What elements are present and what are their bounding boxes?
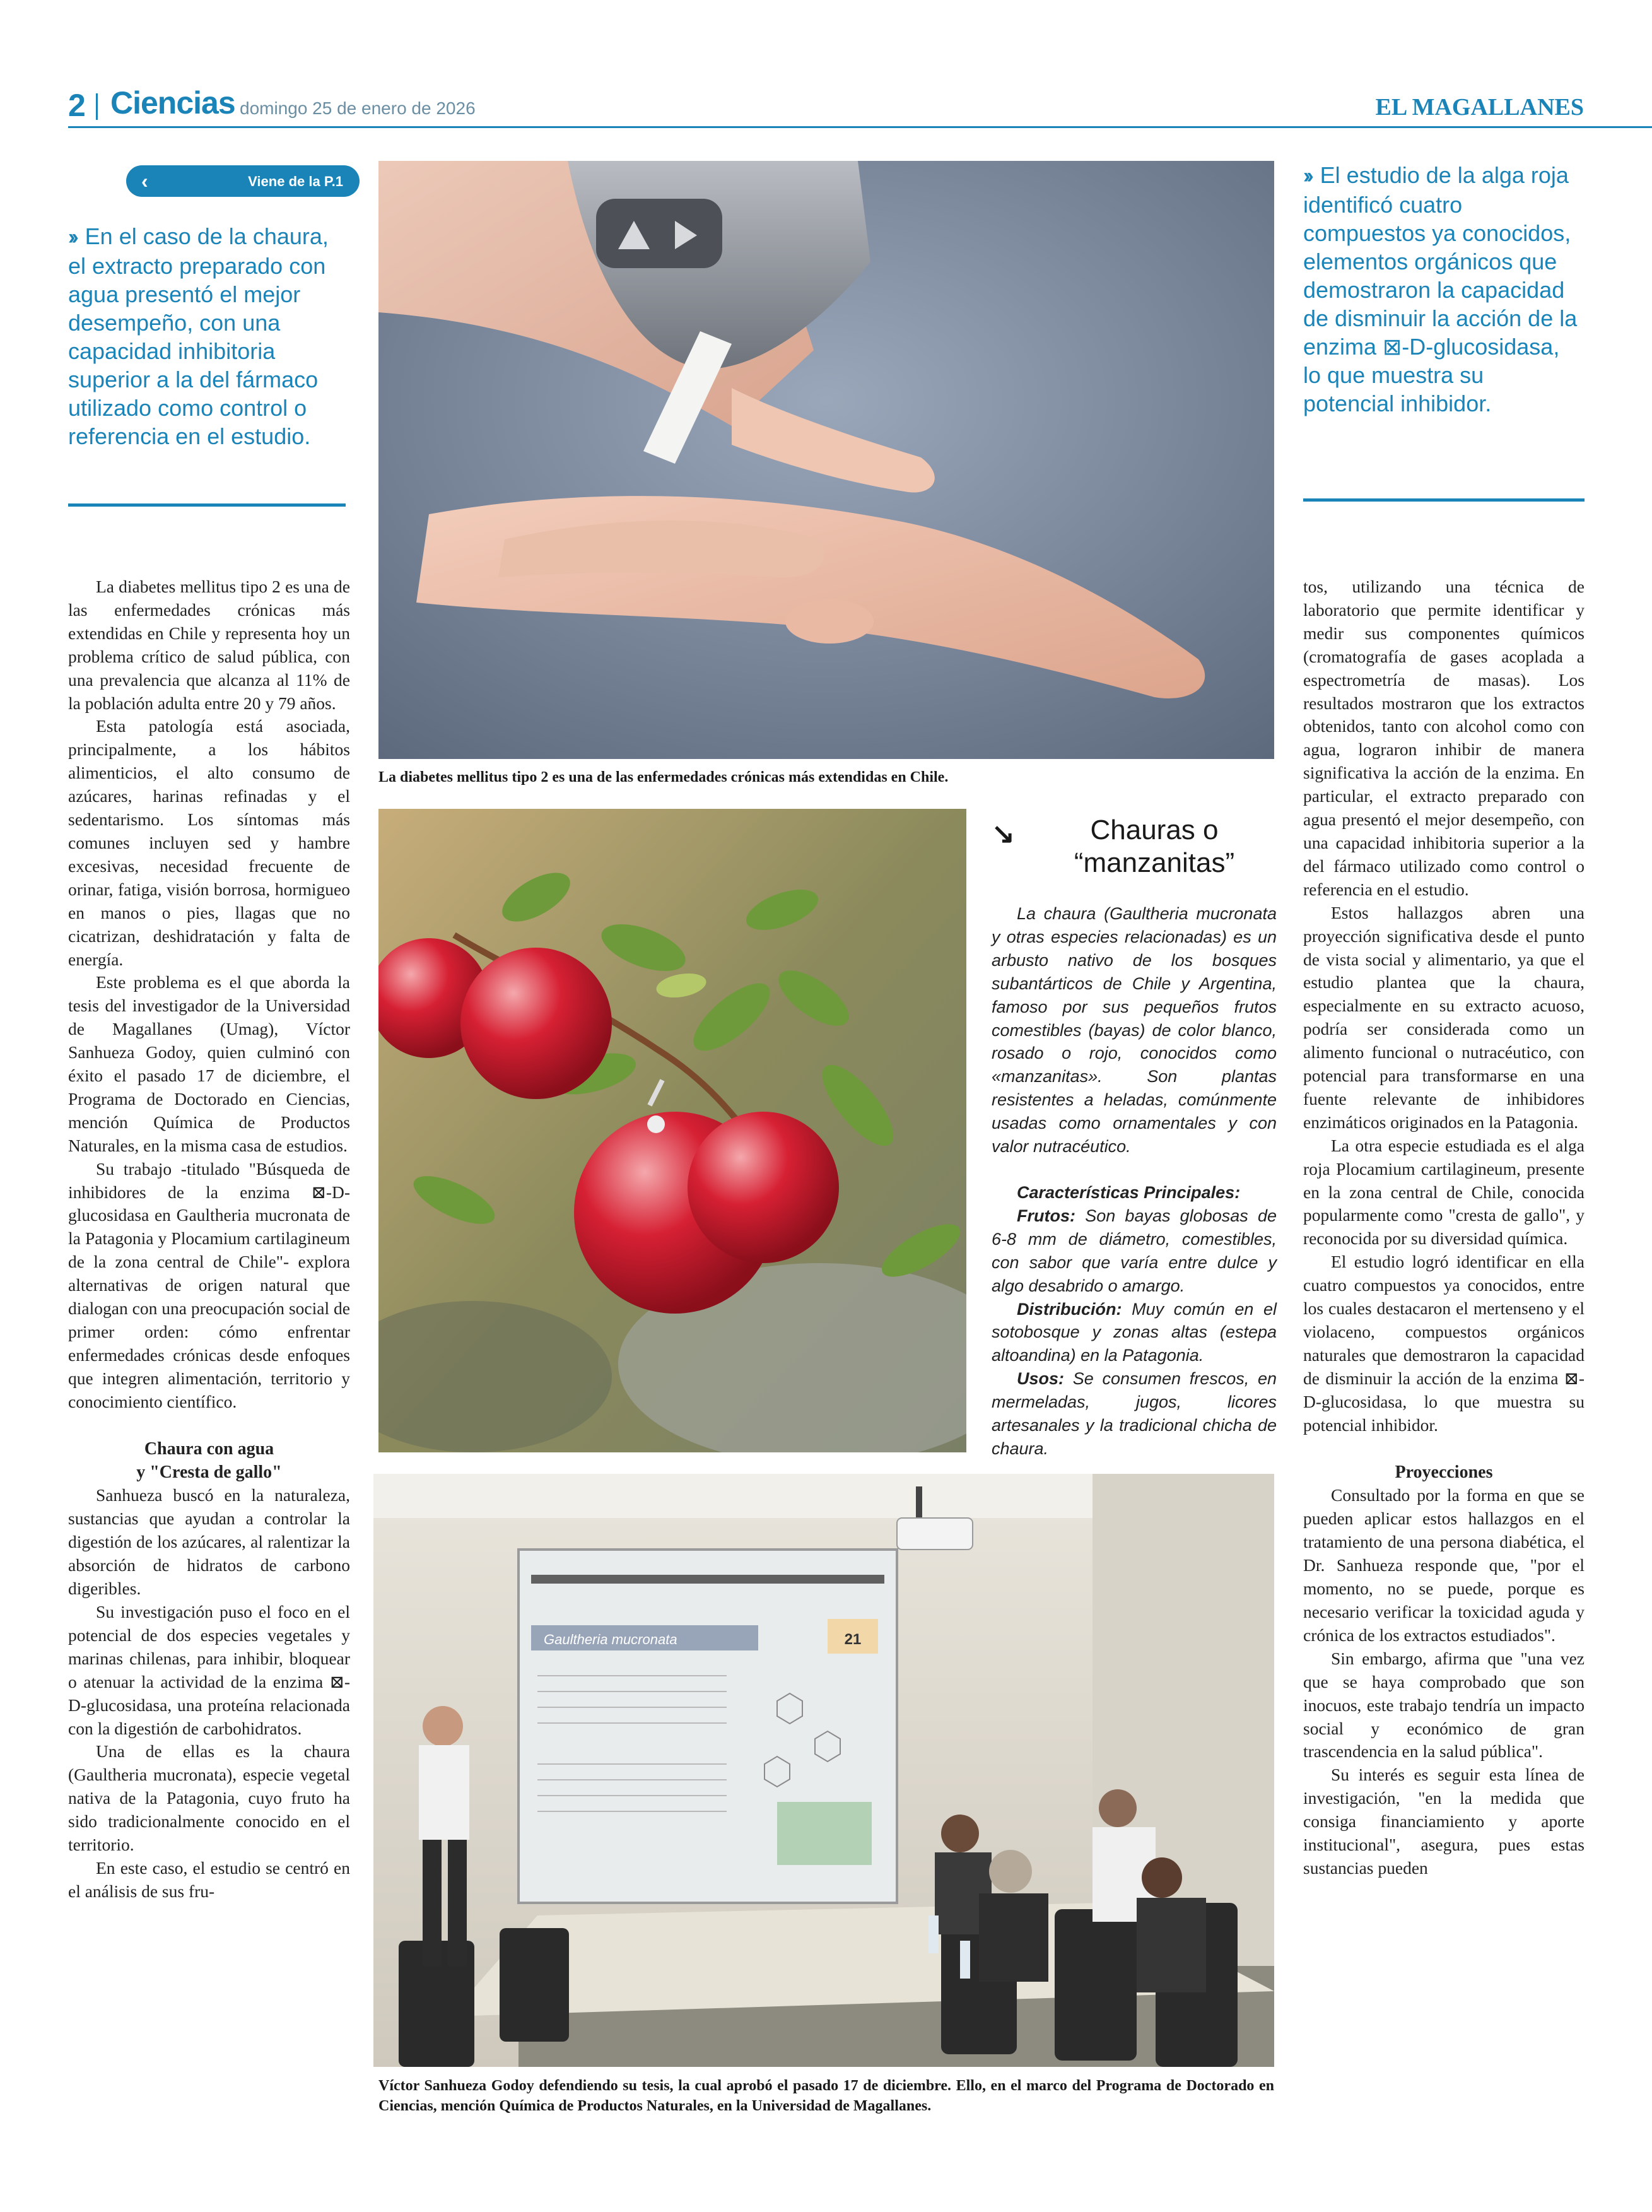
sidebar-usos-text: Se consumen frescos, en mermeladas, jugos, licores artesanales y la tradicional chicha de chaura.	[992, 1369, 1277, 1458]
sidebar-usos-label: Usos:	[1017, 1369, 1065, 1389]
sidebar-frutos-label: Frutos:	[1017, 1206, 1075, 1225]
slide-number: 21	[844, 1631, 862, 1648]
bottom-photo-caption: Víctor Sanhueza Godoy defendiendo su tesis, la cual aprobó el pasado 17 de diciembre. Ello, en el marco del Programa de Doctorado en Ciencias, mención Química de Productos Naturales, en la Universidad de Magallanes.	[378, 2078, 1274, 2114]
section-title: Ciencias	[110, 85, 235, 121]
double-chevron-icon: ››	[1303, 164, 1310, 188]
article-paragraph: La otra especie estudiada es el alga roja Plocamium cartilagineum, presente en la zona central de Chile, conocida popularmente como "cresta de gallo", y reconocida por su diversidad química.	[1303, 1135, 1585, 1249]
article-paragraph: Consultado por la forma en que se pueden aplicar estos hallazgos en el tratamiento de una persona diabética, el Dr. Sanhueza responde que, "por el momento, no se puede, porque es necesario verificar la toxicidad aguda y crónica de los extractos estudiados".	[1303, 1485, 1585, 1645]
article-paragraph: En este caso, el estudio se centró en el análisis de sus fru-	[68, 1857, 350, 1901]
pull-quote-right	[1303, 161, 1581, 418]
pull-quote-right-text: El estudio de la alga roja identificó cuatro compuestos ya conocidos, elementos orgánicos que demostraron la capacidad de disminuir la acción de la enzima ⊠-D-glucosidasa, lo que muestra su potencial inhibidor.	[1303, 162, 1578, 416]
sidebar-title	[1028, 814, 1280, 880]
slide-title: Gaultheria mucronata	[544, 1632, 677, 1647]
double-chevron-icon: ››	[68, 225, 75, 249]
sidebar-title-line2: “manzanitas”	[1074, 847, 1235, 878]
continued-from-label: Viene de la P.1	[248, 174, 343, 189]
article-paragraph: La diabetes mellitus tipo 2 es una de las enfermedades crónicas más extendidas en Chile y representa hoy un problema crítico de salud pública, con una prevalencia que alcanza al 11% de la población adulta entre 20 y 79 años.	[68, 577, 350, 713]
article-paragraph: Esta patología está asociada, principalmente, a los hábitos alimenticios, el alto consumo de azúcares, harinas refinadas y el sedentarismo. Los síntomas más comunes incluyen sed y hambre excesivas, necesidad frecuente de orinar, fatiga, visión borrosa, hormigueo en manos o pies, llagas que no cicatrizan, deshidratación y falta de energía.	[68, 716, 350, 969]
header-rule	[68, 126, 1652, 128]
pull-quote-left-rule	[68, 503, 346, 507]
sidebar-features-heading: Características Principales:	[1017, 1182, 1241, 1202]
article-paragraph: Su investigación puso el foco en el potencial de dos especies vegetales y marinas chilenas, para inhibir, bloquear o atenuar la actividad de la enzima ⊠-D-glucosidasa, una proteína relacionada con la digestión de carbohidratos.	[68, 1601, 350, 1738]
glucometer-photo	[378, 161, 1274, 759]
sidebar-intro: La chaura (Gaultheria mucronata y otras especies relacionadas) es un arbusto nativo de los bosques subantárticos de Chile y Argentina, famoso por sus pequeños frutos comestibles (bayas) de color blanco, rosado o rojo, conocidos como «manzanitas». Son plantas resistentes a heladas, comúnmente usadas como ornamentales y con valor nutracéutico.	[992, 904, 1277, 1156]
article-paragraph: Una de ellas es la chaura (Gaultheria mucronata), especie vegetal nativa de la Patagonia, cuyo fruto ha sido tradicionalmente conocido en el territorio.	[68, 1741, 350, 1855]
newspaper-brand: EL MAGALLANES	[1375, 94, 1584, 121]
top-photo-caption: La diabetes mellitus tipo 2 es una de las enfermedades crónicas más extendidas en Chile.	[378, 769, 949, 785]
pull-quote-left	[68, 222, 346, 450]
article-paragraph: El estudio logró identificar en ella cuatro compuestos ya conocidos, entre los cuales destacaron el mertenseno y el violaceno, compuestos orgánicos naturales que demostraron la capacidad de disminuir la acción de la enzima ⊠-D-glucosidasa, lo que muestra su potencial inhibidor.	[1303, 1252, 1585, 1435]
subheading-proyecciones: Proyecciones	[1395, 1462, 1493, 1482]
header-separator	[96, 93, 98, 120]
continued-from-button[interactable]	[126, 165, 360, 197]
article-column-1	[68, 575, 350, 1903]
sidebar-distribucion-label: Distribución:	[1017, 1299, 1122, 1319]
pull-quote-right-rule	[1303, 498, 1585, 502]
article-paragraph: tos, utilizando una técnica de laboratorio que permite identificar y medir sus componentes químicos (cromatografía de gases acoplada a espectrometría de masas). Los resultados mostraron que los extractos obtenidos, tanto con alcohol como con agua, lograron inhibir de manera significativa la acción de la enzima. En particular, el extracto preparado con agua presentó el mejor desempeño, con una capacidad inhibitoria superior a la del fármaco utilizado como control o referencia en el estudio.	[1303, 577, 1585, 899]
article-paragraph: Estos hallazgos abren una proyección significativa desde el punto de vista social y alimentario, ya que el estudio plantea que la chaura, especialmente en su extracto acuoso, podría ser considerada como un alimento funcional o nutracéutico, con potencial para transformarse en una fuente relevante de inhibidores enzimáticos originados en la Patagonia.	[1303, 902, 1585, 1132]
header-date: domingo 25 de enero de 2026	[240, 98, 476, 118]
article-paragraph: Sin embargo, afirma que "una vez que se haya comprobado que son inocuos, este trabajo tendría un impacto social y económico de gran trascendencia en la salud pública".	[1303, 1648, 1585, 1762]
chevron-left-icon: ‹	[141, 170, 148, 192]
article-paragraph: Sanhueza buscó en la naturaleza, sustancias que ayudan a controlar la digestión de los azúcares, al ralentizar la absorción de hidratos de carbono digeribles.	[68, 1485, 350, 1599]
article-paragraph: Su trabajo -titulado "Búsqueda de inhibidores de la enzima ⊠-D-glucosidasa en Gaultheria mucronata de la Patagonia y Plocamium cartilagineum de la zona central de Chile"- explora alternativas de origen natural que dialogan con una preocupación social de primer orden: cómo enfrentar enfermedades crónicas desde enfoques que integren alimentación, territorio y conocimiento científico.	[68, 1158, 350, 1411]
article-paragraph: Su interés es seguir esta línea de investigación, "en la medida que consiga financiamiento y aporte institucional", asegura, pues estas sustancias pueden	[1303, 1765, 1585, 1878]
page-number: 2	[68, 88, 86, 123]
sidebar-body	[992, 902, 1277, 1461]
sidebar-distribucion-text: Muy común en el sotobosque y zonas altas (estepa altoandina) en la Patagonia.	[992, 1299, 1277, 1365]
sidebar-title-line1: Chauras o	[1090, 815, 1219, 845]
sidebar-frutos-text: Son bayas globosas de 6-8 mm de diámetro, comestibles, con sabor que varía entre dulce y algo desabrido o amargo.	[992, 1206, 1277, 1295]
article-paragraph: Este problema es el que aborda la tesis del investigador de la Universidad de Magallanes (Umag), Víctor Sanhueza Godoy, quien culminó con éxito el pasado 17 de diciembre, el Programa de Doctorado en Ciencias, mención Química de Productos Naturales, en la misma casa de estudios.	[68, 972, 350, 1155]
article-column-3	[1303, 575, 1585, 1880]
arrow-down-right-icon: ↘	[992, 818, 1015, 849]
pull-quote-left-text: En el caso de la chaura, el extracto preparado con agua presentó el mejor desempeño, con una capacidad inhibitoria superior a la del fármaco utilizado como control o referencia en el estudio.	[68, 223, 329, 449]
thesis-defense-photo	[373, 1474, 1274, 2067]
subheading-cresta: y "Cresta de gallo"	[136, 1462, 282, 1482]
subheading-chaura: Chaura con agua	[144, 1438, 274, 1459]
chaura-berries-photo	[378, 809, 966, 1452]
